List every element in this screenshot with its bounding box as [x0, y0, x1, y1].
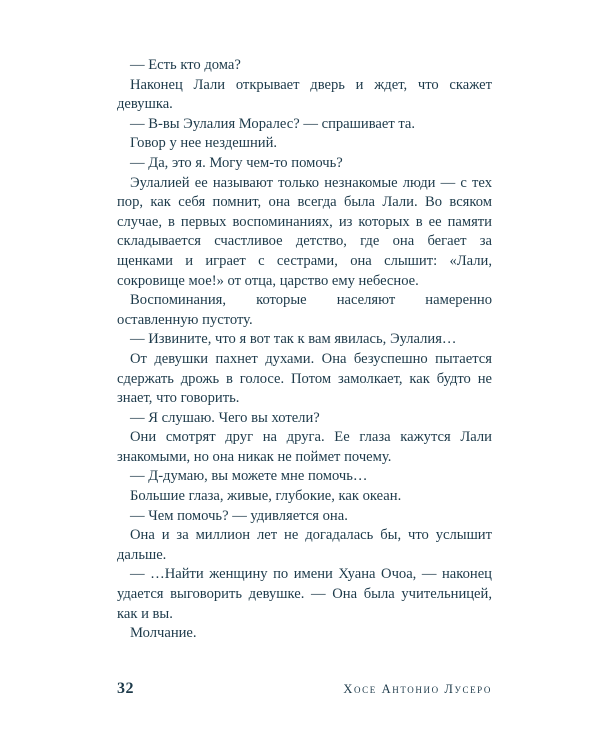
- paragraph-6: Эулалией ее называют только незнакомые люди — с тех пор, как себя помнит, она всегда была Лали. Во всяком случае, в первых воспоминаниях, из которых в ее памяти складывается счастливое детство, где она бегает за щенками и играет с сестрами, она слышит: «Лали, сокровище мое!» от отца, царство ему небесное.: [117, 174, 492, 289]
- paragraph-4: Говор у нее нездешний.: [130, 135, 278, 152]
- page-footer: [117, 680, 492, 702]
- paragraph-1: — Есть кто дома?: [130, 57, 241, 73]
- paragraph-10: — Я слушаю. Чего вы хотели?: [130, 409, 320, 426]
- page-number: 32: [117, 680, 134, 697]
- paragraph-8: — Извините, что я вот так к вам явилась, Эулалия…: [130, 331, 457, 348]
- paragraph-5: — Да, это я. Могу чем-то помочь?: [130, 154, 343, 171]
- paragraph-9: От девушки пахнет духами. Она безуспешно пытается сдержать дрожь в голосе. Потом замолкает, как будто не знает, что говорить.: [117, 350, 492, 407]
- paragraph-14: — Чем помочь? — удивляется она.: [130, 507, 348, 524]
- paragraph-17: Молчание.: [130, 625, 197, 642]
- paragraph-15: Она и за миллион лет не догадалась бы, что услышит дальше.: [117, 527, 492, 563]
- running-head-author: Хосе Антонио Лусеро: [343, 682, 492, 696]
- paragraph-16: — …Найти женщину по имени Хуана Очоа, — наконец удается выговорить девушке. — Она была учительницей, как и вы.: [117, 566, 492, 622]
- paragraph-12: — Д-думаю, вы можете мне помочь…: [130, 468, 368, 485]
- paragraph-7: Воспоминания, которые населяют намеренно оставленную пустоту.: [117, 292, 492, 328]
- paragraph-13: Большие глаза, живые, глубокие, как океан.: [130, 488, 402, 505]
- paragraph-11: Они смотрят друг на друга. Ее глаза кажутся Лали знакомыми, но она никак не поймет почему.: [117, 429, 492, 465]
- paragraph-3: — В-вы Эулалия Моралес? — спрашивает та.: [130, 115, 416, 132]
- body-text: [117, 56, 492, 644]
- paragraph-2: Наконец Лали открывает дверь и ждет, что скажет девушка.: [117, 76, 492, 113]
